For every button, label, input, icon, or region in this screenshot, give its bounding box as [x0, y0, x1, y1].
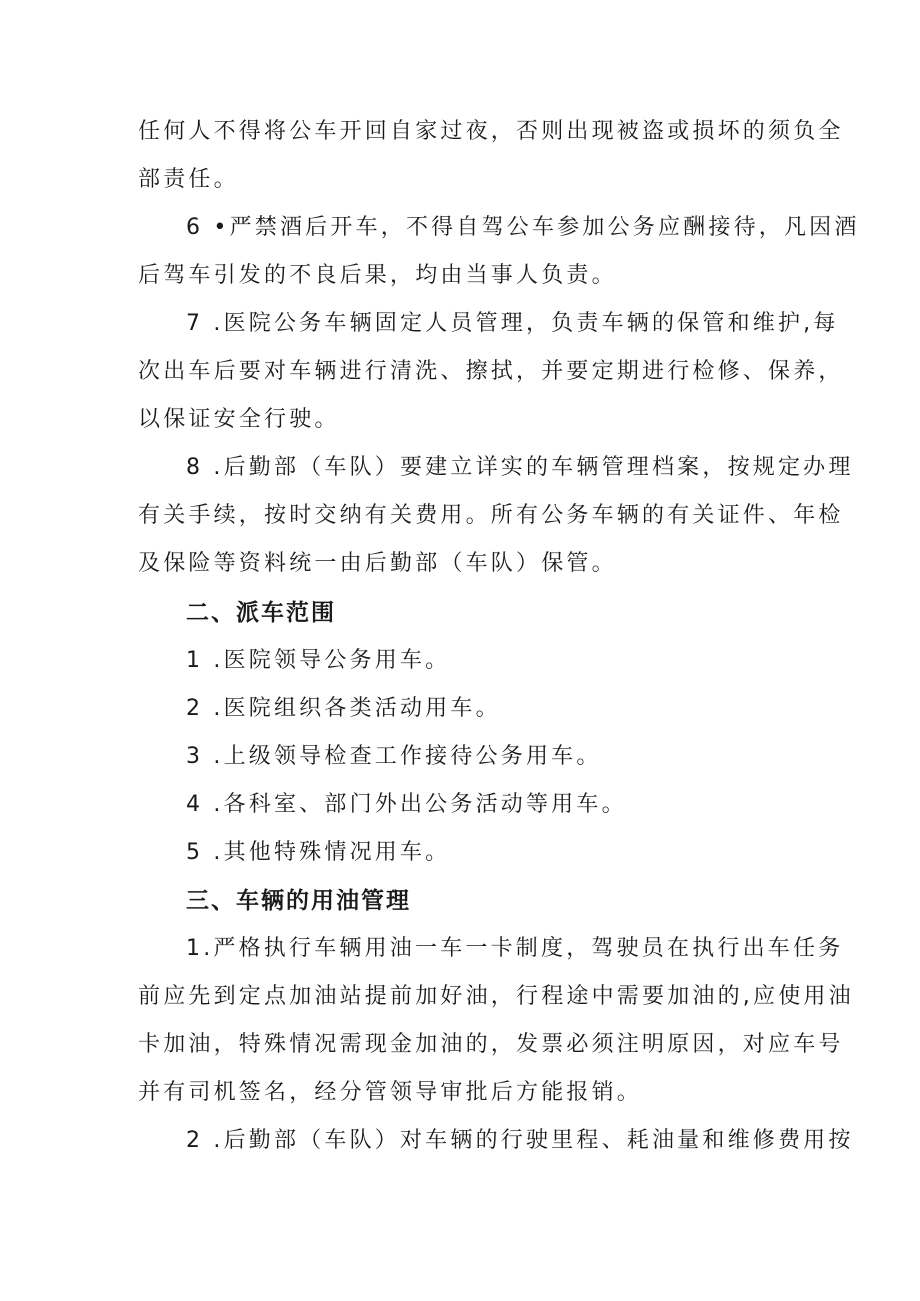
section-3-item-1-line-2: 前应先到定点加油站提前加好油，行程途中需要加油的,应使用油	[138, 984, 854, 1009]
item-8-line-1: 8 .后勤部（车队）要建立详实的车辆管理档案，按规定办理	[186, 455, 854, 480]
section-2-item-3: 3 .上级领导检查工作接待公务用车。	[186, 744, 602, 769]
section-2-item-4: 4 .各科室、部门外出公务活动等用车。	[186, 792, 627, 817]
intro-line-1: 任何人不得将公车开回自家过夜，否则出现被盗或损坏的须负全	[138, 119, 844, 144]
item-8-line-2: 有关手续，按时交纳有关费用。所有公务车辆的有关证件、年检	[138, 503, 844, 528]
item-8-line-3: 及保险等资料统一由后勤部（车队）保管。	[138, 551, 617, 576]
item-7-line-1: 7 .医院公务车辆固定人员管理，负责车辆的保管和维护,每	[186, 311, 839, 336]
section-2-item-5: 5 .其他特殊情况用车。	[186, 840, 451, 865]
intro-line-2: 部责任。	[138, 167, 239, 192]
item-7-line-2: 次出车后要对车辆进行清洗、擦拭，并要定期进行检修、保养，	[138, 359, 844, 384]
section-2-item-1: 1 .医院领导公务用车。	[186, 648, 451, 673]
section-3-item-2-line-1: 2 .后勤部（车队）对车辆的行驶里程、耗油量和维修费用按	[186, 1128, 854, 1153]
section-3-item-1-line-3: 卡加油，特殊情况需现金加油的，发票必须注明原因，对应车号	[138, 1032, 844, 1057]
section-2-heading: 二、派车范围	[186, 600, 336, 626]
item-7-line-3: 以保证安全行驶。	[138, 407, 340, 432]
section-2-item-2: 2 .医院组织各类活动用车。	[186, 696, 501, 721]
item-6-line-2: 后驾车引发的不良后果，均由当事人负责。	[138, 263, 617, 288]
section-3-item-1-line-4: 并有司机签名，经分管领导审批后方能报销。	[138, 1080, 643, 1105]
section-3-heading: 三、车辆的用油管理	[186, 888, 411, 914]
section-3-item-1-line-1: 1.严格执行车辆用油一车一卡制度，驾驶员在执行出车任务	[186, 936, 844, 961]
item-6-line-1: 6 •严禁酒后开车，不得自驾公车参加公务应酬接待，凡因酒	[186, 215, 860, 240]
